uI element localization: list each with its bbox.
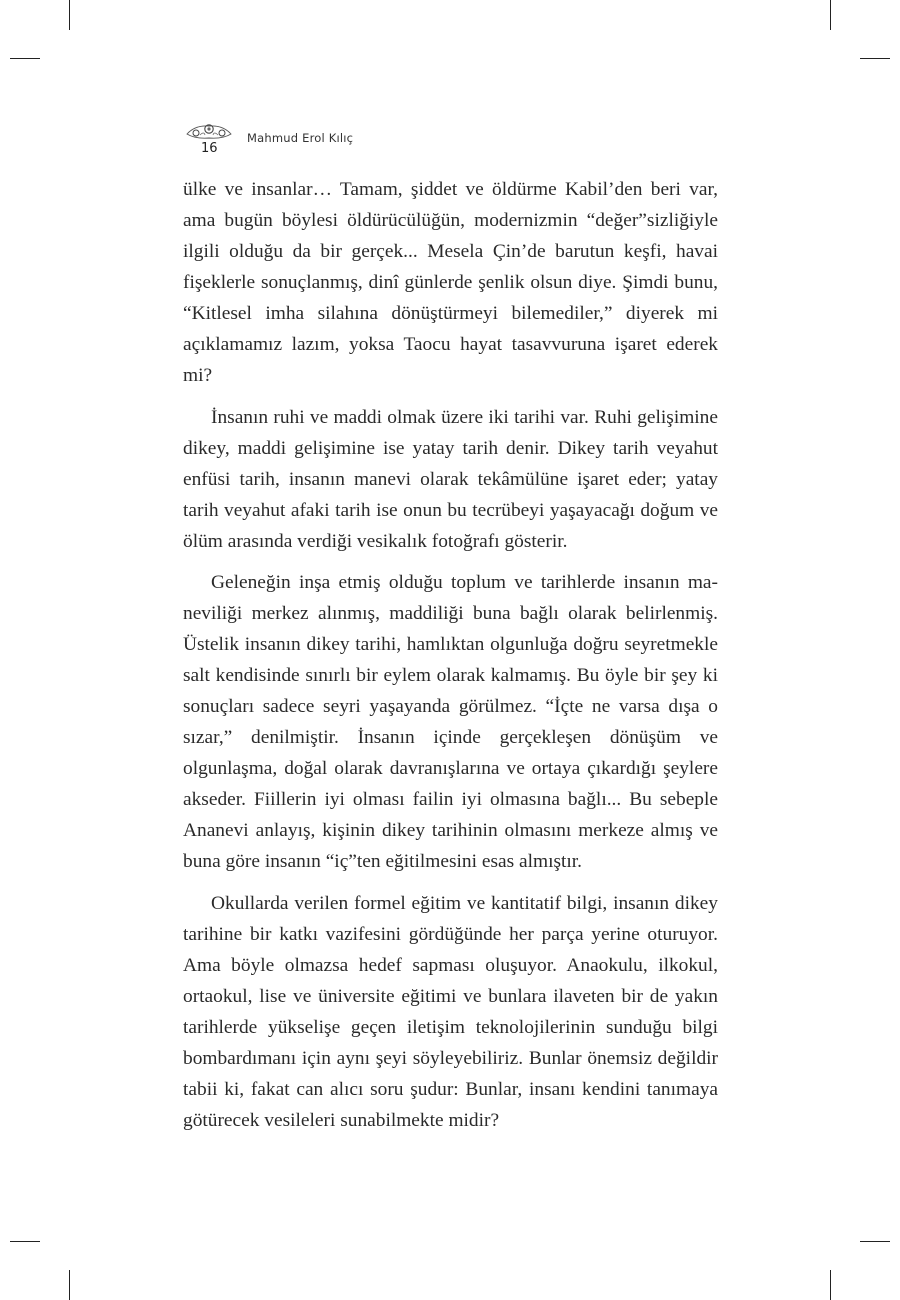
crop-mark	[830, 1270, 831, 1300]
crop-mark	[10, 58, 40, 59]
paragraph: İnsanın ruhi ve maddi olmak üzere iki tarihi var. Ruhi gelişimine dikey, maddi gelişimine ise yatay tarih denir. Dikey tarih veyahut enfüsi tarih, insanın manevi olarak tekâmülüne işaret eder; yatay tarih veyahut afaki tarih ise onun bu tecrübeyi yaşayacağı doğum ve ölüm arasında verdiği vesikalık fotoğrafı gösterir.	[183, 406, 718, 552]
crop-mark	[860, 58, 890, 59]
paragraph: Geleneğin inşa etmiş olduğu toplum ve tarihlerde insanın maneviliği merkez alınmış, maddiliği buna bağlı olarak belirlenmiş. Üstelik insanın dikey tarihi, hamlıktan olgunluğa doğru seyretmekle salt kendisinde sınırlı bir eylem olarak kalmamış. Bu öyle bir şey ki sonuçları sadece seyri yaşayanda görülmez. “İçte ne varsa dışa o sızar,” denilmiştir. İnsanın içinde gerçekleşen dönüşüm ve olgunlaşma, doğal olarak davranışlarına ve ortaya çıkardığı şeylere akseder. Fiillerin iyi olması failin iyi olmasına bağlı... Bu sebeple Ananevi anlayış, kişinin dikey tarihinin olmasını merkeze almış ve buna göre insanın “iç”ten eğitilmesini esas almıştır.	[183, 572, 718, 872]
crop-mark	[69, 1270, 70, 1300]
page-number: 16	[201, 141, 218, 156]
crop-mark	[69, 0, 70, 30]
running-title: Mahmud Erol Kılıç	[247, 131, 354, 145]
crop-mark	[10, 1241, 40, 1242]
crop-mark	[860, 1241, 890, 1242]
running-header	[183, 121, 583, 161]
body-text	[183, 174, 718, 1146]
crop-mark	[830, 0, 831, 30]
ornament-icon	[183, 121, 235, 141]
paragraph: Okullarda verilen formel eğitim ve kantitatif bilgi, insanın dikey tarihine bir katkı vazifesini gördüğünde her parça yerine oturuyor. Ama böyle olmazsa hedef sapması oluşuyor. Anaokulu, ilkokul, ortaokul, lise ve üniversite eğitimi ve bunlara ilaveten bir de yakın tarihlerde yükselişe geçen iletişim teknolojilerinin sunduğu bilgi bombardımanı için aynı şeyi söyleyebiliriz. Bunlar önemsiz değildir tabii ki, fakat can alıcı soru şudur: Bunlar, insanı kendini tanımaya götürecek vesileleri sunabilmekte midir?	[183, 892, 718, 1131]
paragraph: ülke ve insanlar… Tamam, şiddet ve öldürme Kabil’den beri var, ama bugün böylesi öldürücülüğün, modernizmin “değer”sizliğiyle ilgili olduğu da bir gerçek... Mesela Çin’de barutun keşfi, havai fişeklerle sonuçlanmış, dinî günlerde şenlik olsun diye. Şimdi bunu, “Kitlesel imha silahına dönüştürmeyi bilemediler,” diyerek mi açıklamamız lazım, yoksa Taocu hayat tasavvuruna işaret ederek mi?	[183, 179, 718, 386]
